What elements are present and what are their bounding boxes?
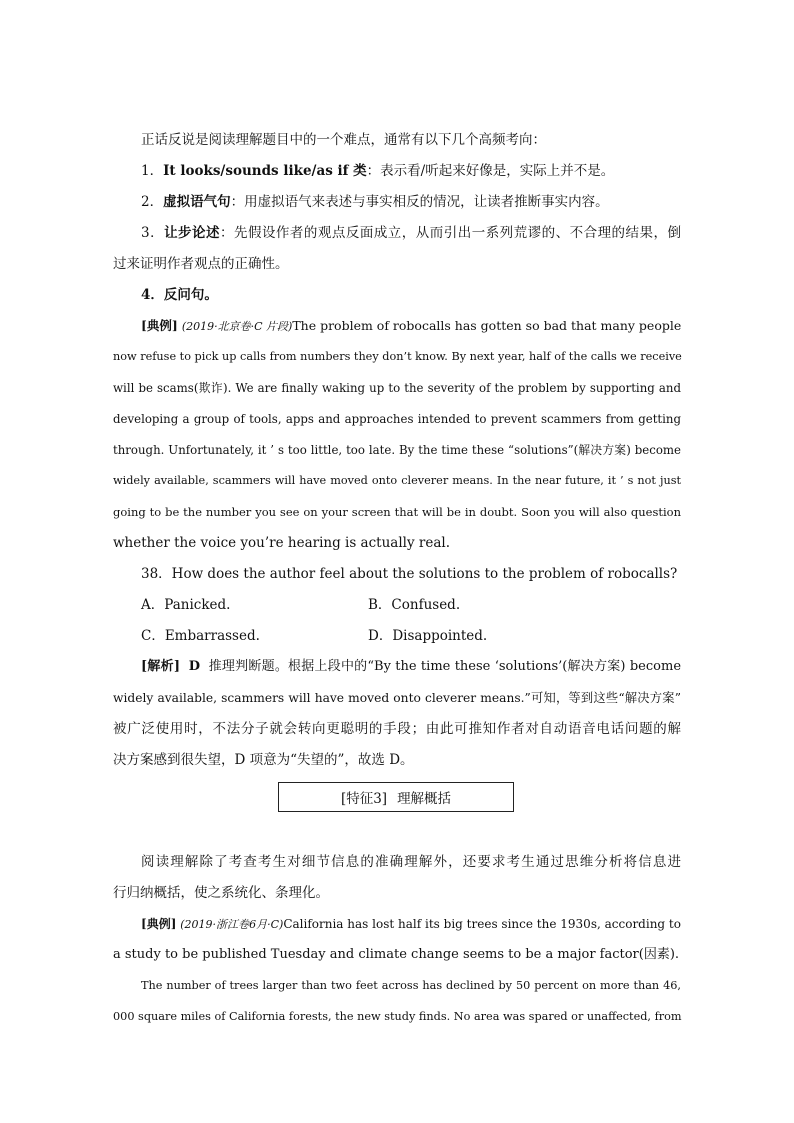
example-1-line-7: going to be the number you see on your screen that will be in doubt. Soon you will also question (113, 505, 681, 519)
analysis-label: [解析] (141, 659, 180, 674)
list-item-1: 1．It looks/sounds like/as if 类：表示看/听起来好像是，实际上并不是。 (141, 163, 615, 179)
analysis-line-2: widely available, scammers will have moved onto cleverer means.”可知，等到这些“解决方案” (113, 691, 681, 705)
option-c: C．Embarrassed. (141, 628, 260, 644)
example-1-line-8: whether the voice you’re hearing is actually real. (113, 535, 450, 551)
example-1-line-1: [典例] (2019·北京卷·C 片段)The problem of robocalls has gotten so bad that many people (141, 318, 682, 333)
example-2-line-1: [典例] (2019·浙江卷6月·C)California has lost half its big trees since the 1930s, according to (141, 917, 681, 931)
list-item-3-key: 让步论述 (164, 225, 220, 241)
list-item-2: 2．虚拟语气句：用虚拟语气来表述与事实相反的情况，让读者推断事实内容。 (141, 194, 609, 210)
example-2-line-4: 000 square miles of California forests, the new study finds. No area was spared or unaffected, from (113, 1010, 682, 1023)
analysis-line-4: 决方案感到很失望，D 项意为“失望的”，故选 D。 (113, 752, 414, 768)
feature-heading-box (278, 782, 514, 812)
example-1-line-5: through. Unfortunately, it ’ s too little, too late. By the time these “solutions”(解决方案) become (113, 443, 681, 457)
example-1-line-4: developing a group of tools, apps and approaches intended to prevent scammers from getting (113, 412, 681, 426)
list-item-4: 4．反问句。 (141, 287, 218, 303)
analysis-line-3: 被广泛使用时，不法分子就会转向更聪明的手段；由此可推知作者对自动语音电话问题的解 (113, 721, 681, 737)
example-2-source: (2019·浙江卷6月·C) (180, 918, 284, 931)
list-item-1-key: It looks/sounds like/as if 类 (163, 163, 367, 179)
option-b: B．Confused. (368, 597, 461, 613)
question-38: 38．How does the author feel about the solutions to the problem of robocalls? (141, 566, 678, 582)
answer-letter: D (188, 659, 200, 674)
example-2-label: [典例] (141, 917, 177, 931)
section-2-paragraph-line-2: 行归纳概括，使之系统化、条理化。 (113, 885, 329, 901)
section-2-paragraph-line-1: 阅读理解除了考查考生对细节信息的准确理解外，还要求考生通过思维分析将信息进 (141, 854, 681, 870)
intro-paragraph: 正话反说是阅读理解题目中的一个难点，通常有以下几个高频考向： (141, 132, 546, 148)
list-item-3-cont: 过来证明作者观点的正确性。 (113, 256, 289, 272)
example-label: [典例] (141, 318, 178, 333)
analysis-line-1: [解析] D 推理判断题。根据上段中的“By the time these ‘solutions’(解决方案) become (141, 659, 682, 674)
option-d: D．Disappointed. (368, 628, 488, 644)
example-source: (2019·北京卷·C 片段) (181, 320, 293, 333)
example-2-line-2: a study to be published Tuesday and climate change seems to be a major factor(因素). (113, 947, 680, 962)
example-1-line-3: will be scams(欺诈). We are finally waking up to the severity of the problem by supporting and (113, 381, 681, 395)
example-1-line-2: now refuse to pick up calls from numbers they don’t know. By next year, half of the calls we receive (113, 350, 682, 363)
list-item-2-key: 虚拟语气句 (163, 194, 231, 210)
feature-tag: [特征3] (340, 791, 388, 807)
option-a: A．Panicked. (141, 597, 231, 613)
feature-title: 理解概括 (397, 791, 452, 807)
example-1-line-6: widely available, scammers will have moved onto cleverer means. In the near future, it ’ s not just (113, 474, 681, 487)
list-item-3: 3．让步论述：先假设作者的观点反面成立，从而引出一系列荒谬的、不合理的结果，倒 (141, 225, 681, 241)
example-2-line-3: The number of trees larger than two feet across has declined by 50 percent on more than 46, (141, 979, 681, 992)
